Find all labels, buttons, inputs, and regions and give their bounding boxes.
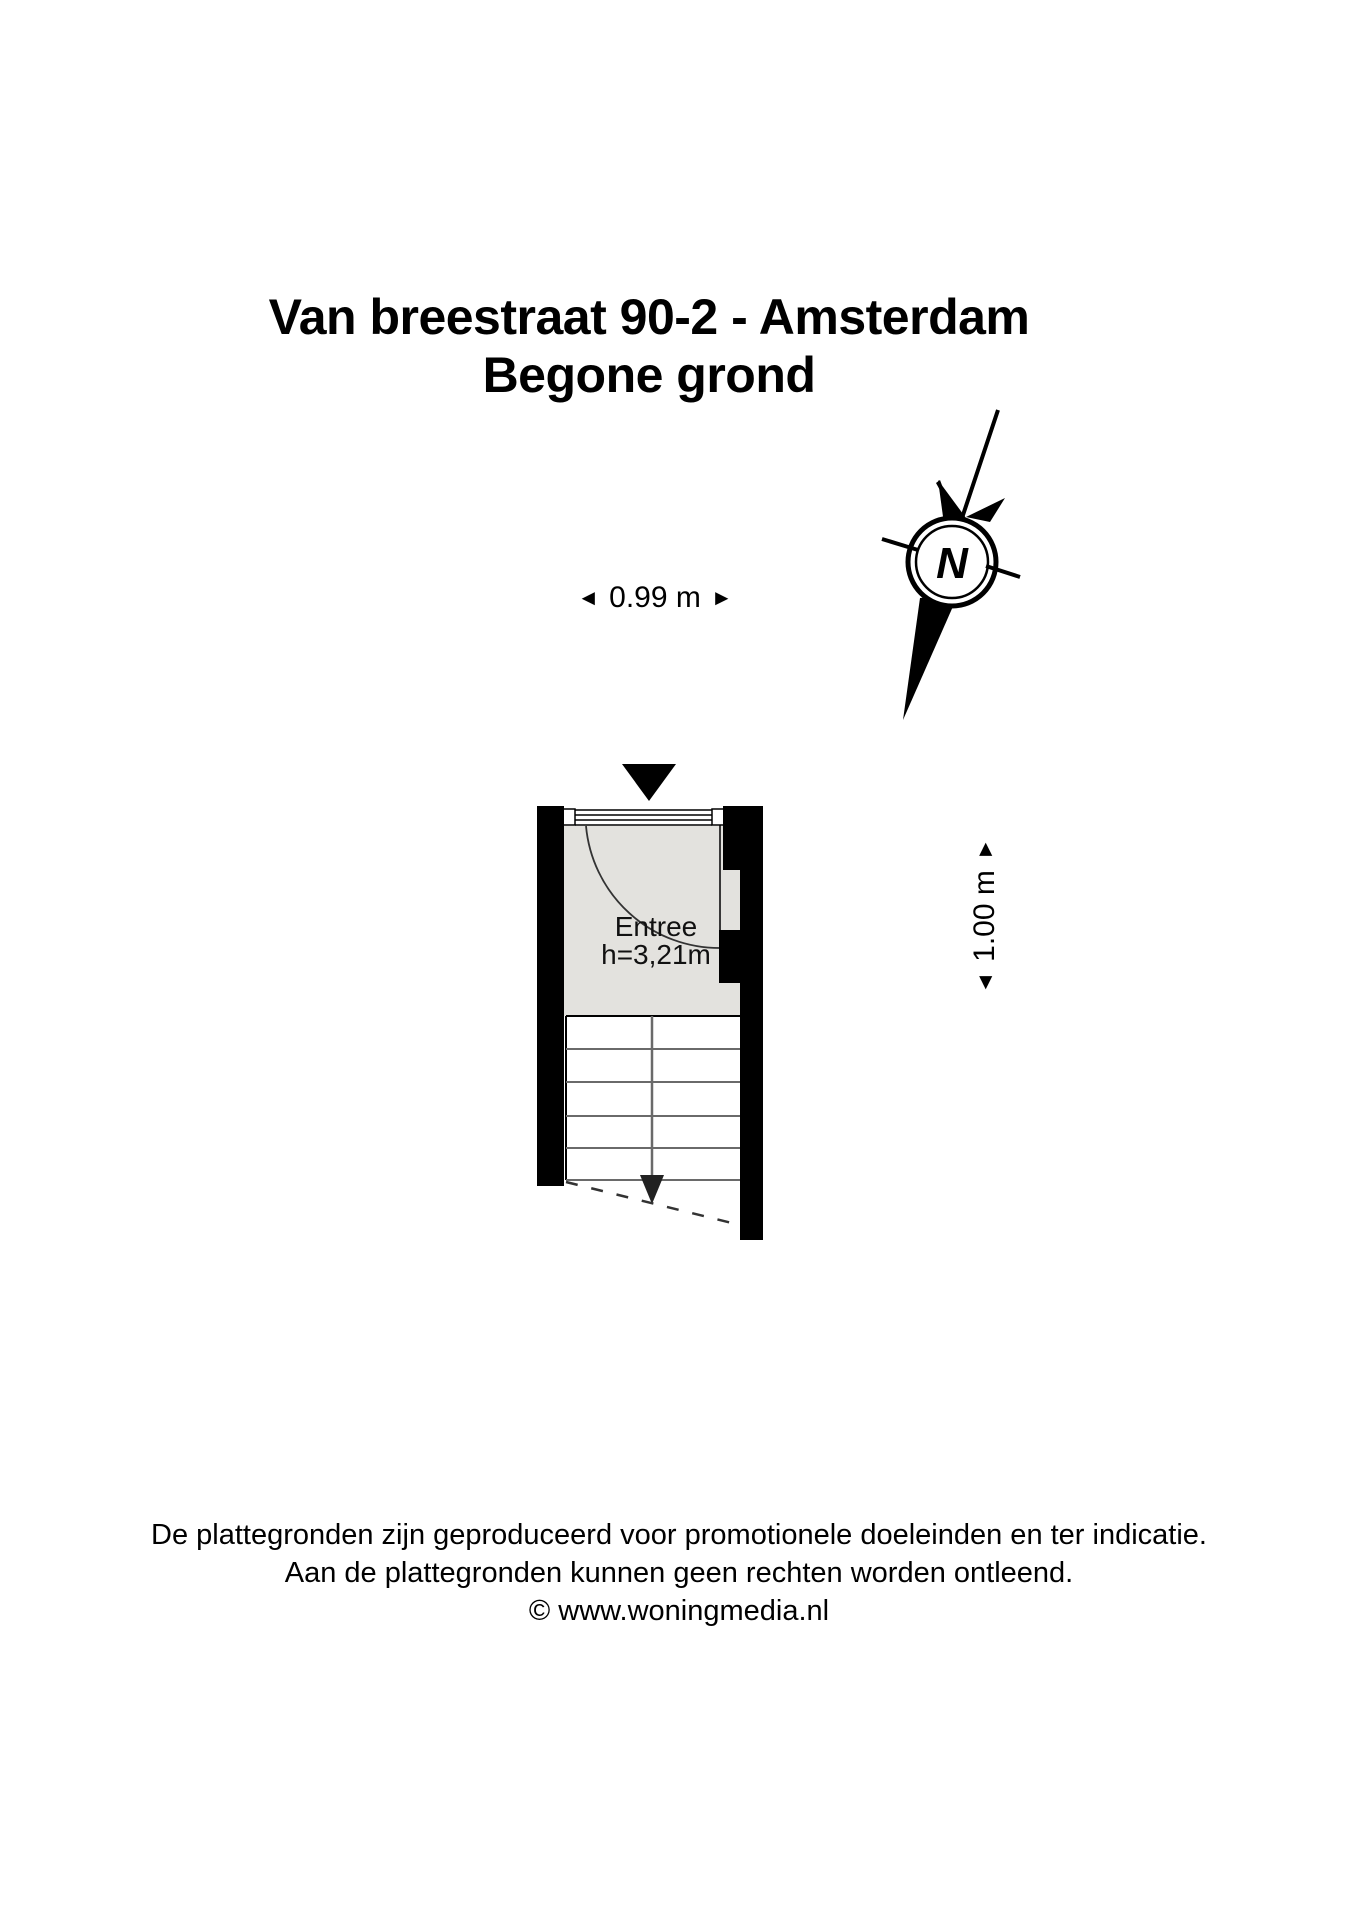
left-wall — [537, 806, 564, 1186]
arrow-up-icon: ► — [972, 838, 997, 861]
copyright: © www.woningmedia.nl — [528, 1595, 830, 1627]
entrance-triangle-icon — [622, 764, 676, 801]
arrow-right-icon: ► — [710, 585, 733, 610]
room-height: h=3,21m — [601, 939, 711, 970]
page-title: Van breestraat 90-2 - Amsterdam — [268, 289, 1030, 345]
room-name: Entree — [614, 911, 698, 942]
arrow-left-icon: ◄ — [577, 585, 600, 610]
svg-text:N: N — [936, 539, 968, 588]
depth-dimension — [967, 836, 1003, 996]
stair-direction-arrow-icon — [640, 1175, 664, 1204]
floor-name: Begone grond — [482, 347, 816, 403]
disclaimer-line-1: De plattegronden zijn geproduceerd voor promotionele doeleinden en ter indicatie. — [151, 1519, 1207, 1551]
arrow-down-icon: ◄ — [972, 971, 997, 994]
disclaimer-line-2: Aan de plattegronden kunnen geen rechten worden ontleend. — [284, 1557, 1074, 1589]
depth-label: 1.00 m — [968, 870, 1001, 962]
staircase — [566, 1016, 740, 1225]
width-dimension — [560, 580, 750, 616]
north-arrow-icon — [882, 410, 1020, 720]
width-label: 0.99 m — [609, 581, 701, 614]
